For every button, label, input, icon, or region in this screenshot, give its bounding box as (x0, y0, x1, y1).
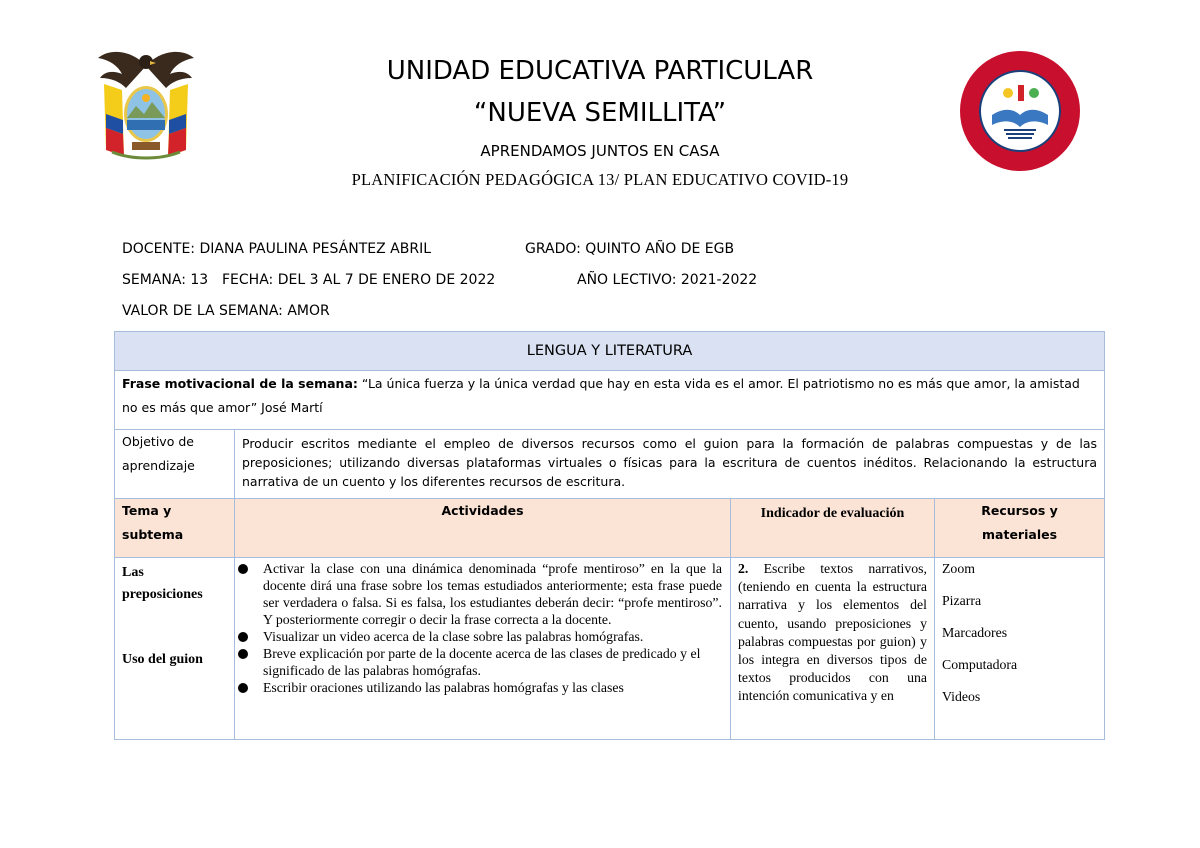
frase-text: “La única fuerza y la única verdad que hay en esta vida es el amor. El patriotismo no es más que amor, la amistad no es más que amor” José Martí (122, 376, 1080, 415)
frase-row (115, 371, 1105, 430)
col-header-tema: Tema y subtema (122, 503, 184, 542)
objetivo-label: Objetivo de aprendizaje (122, 434, 195, 473)
meta-docente: DOCENTE: DIANA PAULINA PESÁNTEZ ABRIL (122, 241, 432, 257)
meta-fecha: FECHA: DEL 3 AL 7 DE ENERO DE 2022 (222, 272, 496, 288)
school-name: “NUEVA SEMILLITA” (473, 98, 727, 128)
recurso-item: Marcadores (942, 625, 1008, 640)
recurso-item: Videos (942, 689, 981, 704)
recursos-list (935, 558, 1104, 708)
subject-title: LENGUA Y LITERATURA (526, 343, 693, 359)
meta-semana: SEMANA: 13 (122, 272, 209, 288)
activities-list (235, 558, 730, 696)
planning-table (114, 331, 1105, 740)
activity-item: Activar la clase con una dinámica denominada “profe mentiroso” en la que la docente dirá una frase sobre los temas estudiados anteriormente; esta frase puede ser verdadera o falsa. Si es falsa, los estudiantes deberán decir: “profe mentiroso”. Y posteriormente corregir o decir la frase correcta a la docente. (263, 560, 722, 628)
recurso-item: Pizarra (942, 593, 982, 608)
activity-item: Escribir oraciones utilizando las palabras homógrafas y las clases (263, 679, 722, 696)
bullet-icon (238, 564, 248, 574)
col-header-actividades: Actividades (441, 503, 524, 518)
content-row (115, 558, 1105, 740)
frase-label: Frase motivacional de la semana: (122, 376, 358, 391)
subject-row (115, 332, 1105, 371)
bullet-icon (238, 649, 248, 659)
meta-anio: AÑO LECTIVO: 2021-2022 (577, 272, 758, 288)
indicador-text: 2. Escribe textos narrativos, (teniendo en cuenta la estructura narrativa y los elementos del cuento, usando preposiciones y palabras compuestas por guion) y los integra en diversos tipos de textos producidos con una intención comunicativa y en (738, 561, 927, 704)
tema-preposiciones: Las preposiciones (122, 565, 203, 602)
col-header-recursos: Recursos y materiales (981, 503, 1058, 542)
meta-grado: GRADO: QUINTO AÑO DE EGB (525, 241, 735, 257)
bullet-icon (238, 632, 248, 642)
recurso-item: Zoom (942, 561, 975, 576)
col-header-indicador: Indicador de evaluación (760, 506, 905, 521)
activity-item: Visualizar un video acerca de la clase sobre las palabras homógrafas. (263, 628, 722, 645)
recurso-item: Computadora (942, 657, 1018, 672)
column-header-row (115, 499, 1105, 558)
activity-item: Breve explicación por parte de la docente acerca de las clases de predicado y el significado de las palabras homógrafas. (263, 645, 722, 679)
tema-uso-guion: Uso del guion (122, 652, 203, 667)
objetivo-text: Producir escritos mediante el empleo de diversos recursos como el guion para la formación de palabras compuestas y de las preposiciones; utilizando diversas plataformas virtuales o físicas para la escritura de cuentos inéditos. Relacionando la estructura narrativa de un cuento y los diferentes recursos de escritura. (242, 436, 1098, 489)
bullet-icon (238, 683, 248, 693)
school-title: UNIDAD EDUCATIVA PARTICULAR (386, 56, 814, 86)
objetivo-row (115, 430, 1105, 499)
subtitle-plan: PLANIFICACIÓN PEDAGÓGICA 13/ PLAN EDUCATIVO COVID-19 (351, 170, 849, 189)
meta-valor: VALOR DE LA SEMANA: AMOR (122, 303, 330, 319)
subtitle-slogan: APRENDAMOS JUNTOS EN CASA (480, 142, 720, 160)
